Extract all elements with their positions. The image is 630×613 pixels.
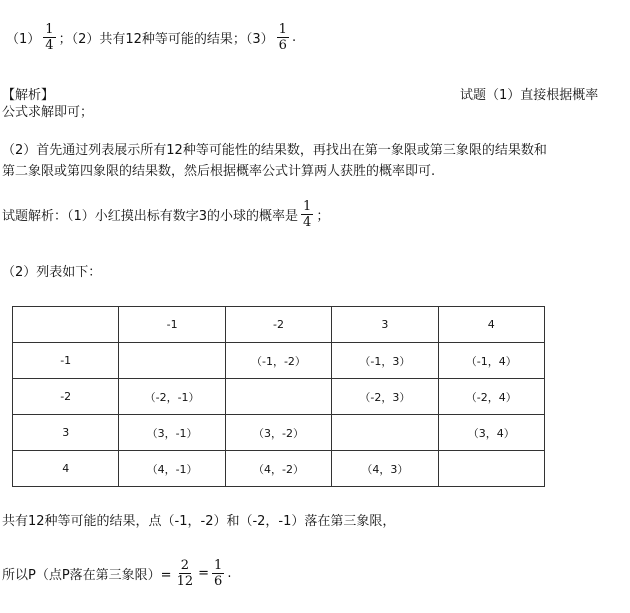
fraction-denominator: 4 <box>45 38 54 53</box>
table-cell: 3 <box>13 415 119 451</box>
fraction-numerator: 2 <box>180 558 189 573</box>
table-cell <box>119 343 225 379</box>
table-cell: （-1，3） <box>332 343 438 379</box>
table-cell: （4，-1） <box>119 451 225 487</box>
table-cell: （4，3） <box>332 451 438 487</box>
solution-line-2: （2）列表如下： <box>2 265 102 280</box>
outcome-table <box>12 306 545 487</box>
answer-line <box>6 22 296 53</box>
fraction-denominator: 12 <box>176 574 194 589</box>
analysis-para2-line1: （2）首先通过列表展示所有12种等可能性的结果数，再找出在第一象限或第三象限的结果数和 <box>2 143 547 158</box>
table-cell: 4 <box>13 451 119 487</box>
analysis-line-2: 公式求解即可； <box>2 105 94 120</box>
table-cell: （-2，-1） <box>119 379 225 415</box>
analysis-heading: 【解析】 <box>2 88 55 103</box>
table-cell: 3 <box>332 307 438 343</box>
table-cell: -2 <box>13 379 119 415</box>
table-cell: （-2，3） <box>332 379 438 415</box>
fraction-solution <box>301 199 313 230</box>
solution-line-1 <box>2 199 329 230</box>
fraction-numerator: 1 <box>278 22 287 37</box>
table-row <box>13 415 545 451</box>
fraction-numerator: 1 <box>214 558 223 573</box>
table-cell: （-2，4） <box>438 379 544 415</box>
table-cell: （-1，4） <box>438 343 544 379</box>
conclusion-text-b: . <box>227 566 232 581</box>
conclusion-line-2 <box>2 558 231 589</box>
fraction-numerator: 1 <box>45 22 54 37</box>
table-header-row <box>13 307 545 343</box>
answer-part-3: . <box>291 30 297 45</box>
table-cell <box>438 451 544 487</box>
solution-text-b: ； <box>316 209 330 224</box>
table-cell: （4，-2） <box>225 451 331 487</box>
equals-sign: = <box>198 566 210 581</box>
fraction-denominator: 6 <box>214 574 223 589</box>
table-cell: （3，-1） <box>119 415 225 451</box>
table-cell: （-1，-2） <box>225 343 331 379</box>
conclusion-text-a: 所以P（点P落在第三象限）= <box>2 568 172 583</box>
table-cell: -1 <box>13 343 119 379</box>
fraction-denominator: 6 <box>278 38 287 53</box>
fraction-conclusion-a <box>175 558 196 589</box>
answer-part-2: ；（2）共有12种等可能的结果；（3） <box>58 32 274 47</box>
table-cell: （3，4） <box>438 415 544 451</box>
table-cell: -1 <box>119 307 225 343</box>
fraction-answer-3 <box>277 22 289 53</box>
table-cell <box>13 307 119 343</box>
answer-part-1: （1） <box>6 32 41 47</box>
fraction-numerator: 1 <box>303 199 312 214</box>
table-row <box>13 343 545 379</box>
table-row <box>13 379 545 415</box>
analysis-right-text: 试题（1）直接根据概率 <box>460 88 599 103</box>
conclusion-line-1: 共有12种等可能的结果，点（-1，-2）和（-2，-1）落在第三象限， <box>2 514 396 529</box>
table-cell <box>332 415 438 451</box>
solution-text-a: 试题解析：（1）小红摸出标有数字3的小球的概率是 <box>2 209 299 224</box>
table-cell: 4 <box>438 307 544 343</box>
table-cell <box>225 379 331 415</box>
fraction-conclusion-b <box>212 558 224 589</box>
fraction-denominator: 4 <box>303 215 312 230</box>
table-row <box>13 451 545 487</box>
analysis-para2-line2: 第二象限或第四象限的结果数，然后根据概率公式计算两人获胜的概率即可. <box>2 164 436 179</box>
table-cell: -2 <box>225 307 331 343</box>
fraction-answer-1 <box>43 22 55 53</box>
table-cell: （3，-2） <box>225 415 331 451</box>
